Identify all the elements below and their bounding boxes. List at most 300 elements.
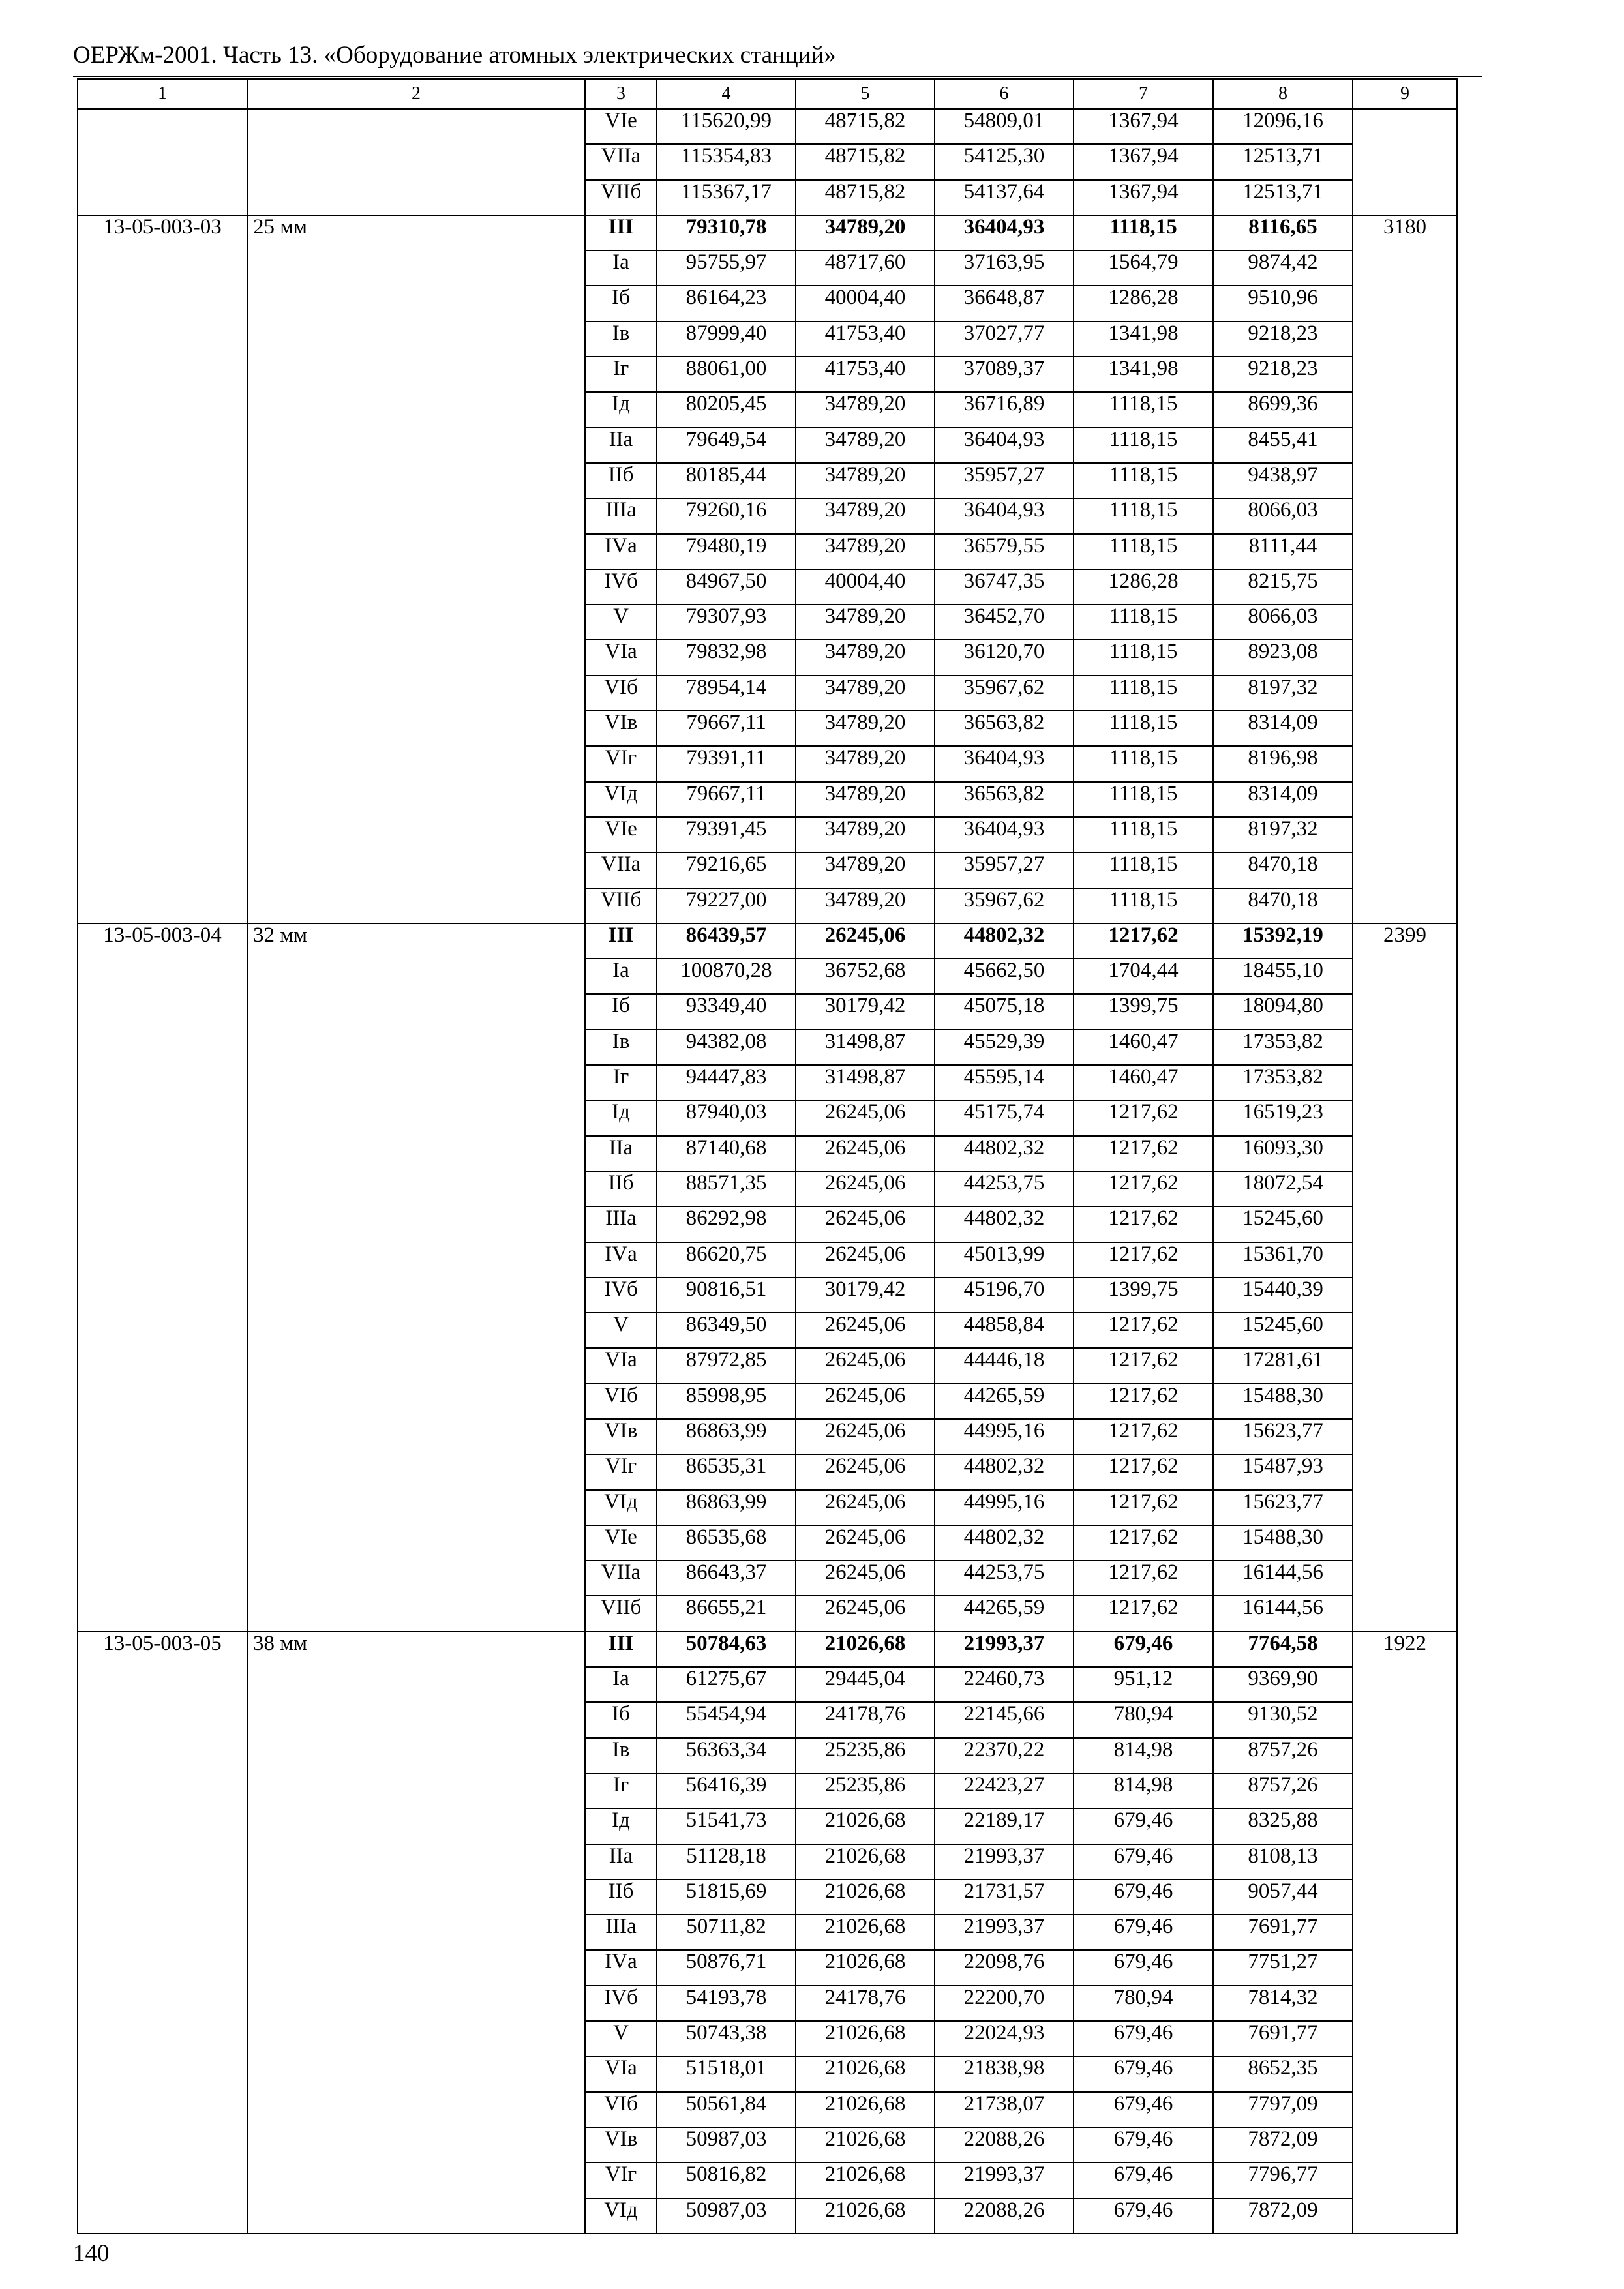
value-cell: 679,46 (1074, 2198, 1213, 2234)
zone-cell: VIIа (585, 144, 657, 179)
value-cell: 54125,30 (935, 144, 1074, 179)
value-cell: 36404,93 (935, 817, 1074, 852)
value-cell: 86655,21 (657, 1596, 796, 1631)
zone-cell: V (585, 2021, 657, 2056)
value-cell: 1286,28 (1074, 569, 1213, 605)
value-cell: 1564,79 (1074, 250, 1213, 286)
resource-code-cell: 13-05-003-03 (78, 215, 247, 923)
value-cell: 34789,20 (796, 852, 935, 888)
value-cell: 34789,20 (796, 817, 935, 852)
value-cell: 80205,45 (657, 392, 796, 427)
zone-cell: Iг (585, 1773, 657, 1808)
value-cell: 8197,32 (1213, 676, 1353, 711)
value-cell: 8699,36 (1213, 392, 1353, 427)
value-cell: 44265,59 (935, 1596, 1074, 1631)
value-cell: 54137,64 (935, 180, 1074, 215)
zone-cell: IIб (585, 463, 657, 498)
value-cell: 1118,15 (1074, 463, 1213, 498)
zone-cell: Iб (585, 1702, 657, 1737)
zone-cell: IVа (585, 534, 657, 569)
zone-cell: VIа (585, 1348, 657, 1383)
zone-cell: VIб (585, 1384, 657, 1419)
value-cell: 15245,60 (1213, 1313, 1353, 1348)
value-cell: 1118,15 (1074, 711, 1213, 746)
value-cell: 21026,68 (796, 2056, 935, 2091)
zone-cell: VIIа (585, 852, 657, 888)
column-number-cell: 7 (1074, 79, 1213, 109)
value-cell: 15488,30 (1213, 1525, 1353, 1561)
value-cell: 44802,32 (935, 1454, 1074, 1489)
value-cell: 679,46 (1074, 1950, 1213, 1985)
value-cell: 7691,77 (1213, 2021, 1353, 2056)
zone-cell: Iб (585, 286, 657, 321)
value-cell: 22200,70 (935, 1986, 1074, 2021)
value-cell: 51815,69 (657, 1879, 796, 1915)
value-cell: 1217,62 (1074, 1206, 1213, 1242)
value-cell: 9438,97 (1213, 463, 1353, 498)
resource-code-cell: 13-05-003-05 (78, 1632, 247, 2234)
resource-name-cell: 25 мм (247, 215, 585, 923)
column-number-row (78, 79, 1457, 109)
value-cell: 8314,09 (1213, 782, 1353, 817)
value-cell: 9057,44 (1213, 1879, 1353, 1915)
value-cell: 26245,06 (796, 1419, 935, 1454)
zone-cell: Iг (585, 357, 657, 392)
value-cell: 15361,70 (1213, 1242, 1353, 1278)
value-cell: 40004,40 (796, 569, 935, 605)
value-cell: 87999,40 (657, 322, 796, 357)
zone-cell: Iв (585, 1738, 657, 1773)
table-row (78, 1632, 1457, 1667)
value-cell: 34789,20 (796, 640, 935, 675)
zone-cell: Iв (585, 322, 657, 357)
value-cell: 21838,98 (935, 2056, 1074, 2091)
value-cell: 86863,99 (657, 1419, 796, 1454)
value-cell: 8108,13 (1213, 1844, 1353, 1879)
zone-cell: VIд (585, 782, 657, 817)
value-cell: 45595,14 (935, 1065, 1074, 1100)
value-cell: 79260,16 (657, 498, 796, 533)
value-cell: 9369,90 (1213, 1667, 1353, 1702)
value-cell: 7796,77 (1213, 2162, 1353, 2198)
value-cell: 1118,15 (1074, 640, 1213, 675)
value-cell: 44253,75 (935, 1561, 1074, 1596)
value-cell: 40004,40 (796, 286, 935, 321)
value-cell: 34789,20 (796, 711, 935, 746)
value-cell: 94382,08 (657, 1030, 796, 1065)
extra-value-cell (1353, 109, 1457, 215)
value-cell: 679,46 (1074, 2021, 1213, 2056)
extra-value-cell: 1922 (1353, 1632, 1457, 2234)
value-cell: 12513,71 (1213, 180, 1353, 215)
value-cell: 1217,62 (1074, 1136, 1213, 1171)
value-cell: 80185,44 (657, 463, 796, 498)
value-cell: 48717,60 (796, 250, 935, 286)
zone-cell: IIб (585, 1879, 657, 1915)
value-cell: 780,94 (1074, 1986, 1213, 2021)
value-cell: 1217,62 (1074, 1242, 1213, 1278)
zone-cell: VIв (585, 1419, 657, 1454)
value-cell: 48715,82 (796, 180, 935, 215)
value-cell: 31498,87 (796, 1030, 935, 1065)
value-cell: 29445,04 (796, 1667, 935, 1702)
zone-cell: VIе (585, 1525, 657, 1561)
value-cell: 34789,20 (796, 463, 935, 498)
value-cell: 36404,93 (935, 498, 1074, 533)
value-cell: 79307,93 (657, 605, 796, 640)
value-cell: 48715,82 (796, 144, 935, 179)
column-number-cell: 3 (585, 79, 657, 109)
value-cell: 44995,16 (935, 1490, 1074, 1525)
value-cell: 8652,35 (1213, 2056, 1353, 2091)
value-cell: 36747,35 (935, 569, 1074, 605)
value-cell: 86292,98 (657, 1206, 796, 1242)
value-cell: 36752,68 (796, 959, 935, 994)
value-cell: 44802,32 (935, 923, 1074, 959)
value-cell: 15623,77 (1213, 1419, 1353, 1454)
value-cell: 26245,06 (796, 923, 935, 959)
value-cell: 21026,68 (796, 2021, 935, 2056)
value-cell: 50876,71 (657, 1950, 796, 1985)
value-cell: 9130,52 (1213, 1702, 1353, 1737)
zone-cell: IIIа (585, 498, 657, 533)
resource-code-cell (78, 109, 247, 215)
value-cell: 22088,26 (935, 2198, 1074, 2234)
zone-cell: V (585, 605, 657, 640)
zone-cell: VIд (585, 1490, 657, 1525)
value-cell: 30179,42 (796, 1278, 935, 1313)
value-cell: 8757,26 (1213, 1738, 1353, 1773)
value-cell: 86439,57 (657, 923, 796, 959)
resource-code-cell: 13-05-003-04 (78, 923, 247, 1632)
value-cell: 1217,62 (1074, 1419, 1213, 1454)
value-cell: 31498,87 (796, 1065, 935, 1100)
value-cell: 37089,37 (935, 357, 1074, 392)
value-cell: 21731,57 (935, 1879, 1074, 1915)
value-cell: 44446,18 (935, 1348, 1074, 1383)
value-cell: 1217,62 (1074, 1348, 1213, 1383)
zone-cell: Iг (585, 1065, 657, 1100)
value-cell: 679,46 (1074, 1879, 1213, 1915)
zone-cell: VIб (585, 2092, 657, 2127)
zone-cell: VIIб (585, 180, 657, 215)
value-cell: 30179,42 (796, 994, 935, 1029)
value-cell: 8066,03 (1213, 605, 1353, 640)
value-cell: 22145,66 (935, 1702, 1074, 1737)
value-cell: 1399,75 (1074, 1278, 1213, 1313)
page-header (73, 40, 1482, 77)
zone-cell: VIе (585, 817, 657, 852)
value-cell: 34789,20 (796, 888, 935, 923)
value-cell: 21026,68 (796, 1950, 935, 1985)
value-cell: 21993,37 (935, 2162, 1074, 2198)
zone-cell: Iа (585, 959, 657, 994)
value-cell: 1217,62 (1074, 1454, 1213, 1489)
value-cell: 1118,15 (1074, 605, 1213, 640)
zone-cell: VIа (585, 2056, 657, 2091)
value-cell: 951,12 (1074, 1667, 1213, 1702)
value-cell: 8470,18 (1213, 852, 1353, 888)
value-cell: 36579,55 (935, 534, 1074, 569)
value-cell: 78954,14 (657, 676, 796, 711)
value-cell: 8314,09 (1213, 711, 1353, 746)
column-number-cell: 4 (657, 79, 796, 109)
value-cell: 26245,06 (796, 1136, 935, 1171)
value-cell: 1118,15 (1074, 852, 1213, 888)
value-cell: 51128,18 (657, 1844, 796, 1879)
value-cell: 44858,84 (935, 1313, 1074, 1348)
value-cell: 24178,76 (796, 1986, 935, 2021)
table-row (78, 923, 1457, 959)
value-cell: 26245,06 (796, 1561, 935, 1596)
value-cell: 61275,67 (657, 1667, 796, 1702)
value-cell: 34789,20 (796, 605, 935, 640)
value-cell: 93349,40 (657, 994, 796, 1029)
value-cell: 34789,20 (796, 498, 935, 533)
zone-cell: Iд (585, 1808, 657, 1844)
value-cell: 50987,03 (657, 2198, 796, 2234)
value-cell: 86164,23 (657, 286, 796, 321)
value-cell: 12096,16 (1213, 109, 1353, 144)
zone-cell: IVб (585, 1278, 657, 1313)
value-cell: 21026,68 (796, 2198, 935, 2234)
value-cell: 26245,06 (796, 1348, 935, 1383)
column-number-cell: 5 (796, 79, 935, 109)
value-cell: 44995,16 (935, 1419, 1074, 1454)
column-number-cell: 9 (1353, 79, 1457, 109)
value-cell: 814,98 (1074, 1738, 1213, 1773)
value-cell: 26245,06 (796, 1454, 935, 1489)
value-cell: 1286,28 (1074, 286, 1213, 321)
value-cell: 25235,86 (796, 1773, 935, 1808)
value-cell: 115367,17 (657, 180, 796, 215)
value-cell: 21026,68 (796, 2092, 935, 2127)
value-cell: 85998,95 (657, 1384, 796, 1419)
value-cell: 100870,28 (657, 959, 796, 994)
value-cell: 87972,85 (657, 1348, 796, 1383)
value-cell: 22370,22 (935, 1738, 1074, 1773)
value-cell: 780,94 (1074, 1702, 1213, 1737)
value-cell: 45196,70 (935, 1278, 1074, 1313)
value-cell: 1118,15 (1074, 392, 1213, 427)
value-cell: 1217,62 (1074, 1313, 1213, 1348)
value-cell: 8196,98 (1213, 746, 1353, 781)
value-cell: 8111,44 (1213, 534, 1353, 569)
value-cell: 45662,50 (935, 959, 1074, 994)
value-cell: 15487,93 (1213, 1454, 1353, 1489)
value-cell: 34789,20 (796, 534, 935, 569)
value-cell: 22098,76 (935, 1950, 1074, 1985)
value-cell: 86643,37 (657, 1561, 796, 1596)
value-cell: 86535,68 (657, 1525, 796, 1561)
value-cell: 34789,20 (796, 392, 935, 427)
value-cell: 1217,62 (1074, 1596, 1213, 1631)
value-cell: 55454,94 (657, 1702, 796, 1737)
value-cell: 1118,15 (1074, 215, 1213, 250)
zone-cell: VIIб (585, 888, 657, 923)
value-cell: 79667,11 (657, 782, 796, 817)
extra-value-cell: 3180 (1353, 215, 1457, 923)
value-cell: 41753,40 (796, 357, 935, 392)
value-cell: 26245,06 (796, 1171, 935, 1206)
value-cell: 17281,61 (1213, 1348, 1353, 1383)
value-cell: 21026,68 (796, 1915, 935, 1950)
zone-cell: Iа (585, 250, 657, 286)
value-cell: 44802,32 (935, 1136, 1074, 1171)
value-cell: 26245,06 (796, 1100, 935, 1135)
value-cell: 1217,62 (1074, 1561, 1213, 1596)
value-cell: 94447,83 (657, 1065, 796, 1100)
zone-cell: IVа (585, 1950, 657, 1985)
header-rule (73, 76, 1482, 77)
value-cell: 35957,27 (935, 852, 1074, 888)
resource-name-cell (247, 109, 585, 215)
value-cell: 84967,50 (657, 569, 796, 605)
value-cell: 1118,15 (1074, 888, 1213, 923)
value-cell: 95755,97 (657, 250, 796, 286)
zone-cell: Iб (585, 994, 657, 1029)
value-cell: 34789,20 (796, 676, 935, 711)
zone-cell: IIIа (585, 1206, 657, 1242)
extra-value-cell: 2399 (1353, 923, 1457, 1632)
value-cell: 36452,70 (935, 605, 1074, 640)
resource-name-cell: 38 мм (247, 1632, 585, 2234)
value-cell: 44802,32 (935, 1525, 1074, 1561)
price-table (77, 78, 1458, 2234)
value-cell: 21026,68 (796, 2127, 935, 2162)
value-cell: 26245,06 (796, 1596, 935, 1631)
value-cell: 8116,65 (1213, 215, 1353, 250)
value-cell: 1217,62 (1074, 923, 1213, 959)
value-cell: 86349,50 (657, 1313, 796, 1348)
value-cell: 21993,37 (935, 1915, 1074, 1950)
zone-cell: IIа (585, 428, 657, 463)
value-cell: 1118,15 (1074, 534, 1213, 569)
value-cell: 1460,47 (1074, 1065, 1213, 1100)
value-cell: 34789,20 (796, 746, 935, 781)
value-cell: 25235,86 (796, 1738, 935, 1773)
value-cell: 24178,76 (796, 1702, 935, 1737)
value-cell: 79391,45 (657, 817, 796, 852)
value-cell: 21026,68 (796, 1879, 935, 1915)
value-cell: 1118,15 (1074, 782, 1213, 817)
value-cell: 50816,82 (657, 2162, 796, 2198)
zone-cell: Iд (585, 392, 657, 427)
value-cell: 1367,94 (1074, 180, 1213, 215)
zone-cell: IIб (585, 1171, 657, 1206)
value-cell: 44253,75 (935, 1171, 1074, 1206)
resource-name-cell: 32 мм (247, 923, 585, 1632)
zone-cell: IVа (585, 1242, 657, 1278)
value-cell: 22189,17 (935, 1808, 1074, 1844)
value-cell: 1460,47 (1074, 1030, 1213, 1065)
value-cell: 679,46 (1074, 1915, 1213, 1950)
value-cell: 679,46 (1074, 1632, 1213, 1667)
value-cell: 36404,93 (935, 215, 1074, 250)
value-cell: 9218,23 (1213, 357, 1353, 392)
value-cell: 8455,41 (1213, 428, 1353, 463)
table-row (78, 215, 1457, 250)
value-cell: 35967,62 (935, 676, 1074, 711)
value-cell: 21738,07 (935, 2092, 1074, 2127)
value-cell: 7872,09 (1213, 2127, 1353, 2162)
zone-cell: III (585, 1632, 657, 1667)
value-cell: 1367,94 (1074, 109, 1213, 144)
value-cell: 1341,98 (1074, 357, 1213, 392)
value-cell: 88061,00 (657, 357, 796, 392)
value-cell: 54809,01 (935, 109, 1074, 144)
value-cell: 16093,30 (1213, 1136, 1353, 1171)
zone-cell: VIа (585, 640, 657, 675)
zone-cell: III (585, 923, 657, 959)
zone-cell: IVб (585, 1986, 657, 2021)
value-cell: 36120,70 (935, 640, 1074, 675)
value-cell: 79227,00 (657, 888, 796, 923)
table-row (78, 109, 1457, 144)
zone-cell: Iа (585, 1667, 657, 1702)
value-cell: 1118,15 (1074, 428, 1213, 463)
value-cell: 41753,40 (796, 322, 935, 357)
value-cell: 1217,62 (1074, 1100, 1213, 1135)
value-cell: 18094,80 (1213, 994, 1353, 1029)
value-cell: 21026,68 (796, 1632, 935, 1667)
value-cell: 7797,09 (1213, 2092, 1353, 2127)
value-cell: 21993,37 (935, 1632, 1074, 1667)
value-cell: 48715,82 (796, 109, 935, 144)
value-cell: 50711,82 (657, 1915, 796, 1950)
value-cell: 679,46 (1074, 2162, 1213, 2198)
zone-cell: VIг (585, 1454, 657, 1489)
column-number-cell: 2 (247, 79, 585, 109)
value-cell: 17353,82 (1213, 1030, 1353, 1065)
value-cell: 21026,68 (796, 1844, 935, 1879)
zone-cell: VIг (585, 746, 657, 781)
value-cell: 1367,94 (1074, 144, 1213, 179)
value-cell: 50561,84 (657, 2092, 796, 2127)
value-cell: 26245,06 (796, 1242, 935, 1278)
value-cell: 1399,75 (1074, 994, 1213, 1029)
value-cell: 12513,71 (1213, 144, 1353, 179)
zone-cell: VIд (585, 2198, 657, 2234)
value-cell: 8066,03 (1213, 498, 1353, 533)
page-number: 140 (73, 2240, 110, 2267)
value-cell: 21026,68 (796, 1808, 935, 1844)
value-cell: 45529,39 (935, 1030, 1074, 1065)
value-cell: 8470,18 (1213, 888, 1353, 923)
value-cell: 51541,73 (657, 1808, 796, 1844)
value-cell: 86620,75 (657, 1242, 796, 1278)
value-cell: 36716,89 (935, 392, 1074, 427)
value-cell: 1217,62 (1074, 1490, 1213, 1525)
value-cell: 21993,37 (935, 1844, 1074, 1879)
value-cell: 79649,54 (657, 428, 796, 463)
value-cell: 54193,78 (657, 1986, 796, 2021)
value-cell: 15488,30 (1213, 1384, 1353, 1419)
zone-cell: IVб (585, 569, 657, 605)
zone-cell: VIв (585, 711, 657, 746)
value-cell: 15440,39 (1213, 1278, 1353, 1313)
value-cell: 87940,03 (657, 1100, 796, 1135)
value-cell: 44265,59 (935, 1384, 1074, 1419)
value-cell: 9218,23 (1213, 322, 1353, 357)
value-cell: 79832,98 (657, 640, 796, 675)
value-cell: 21026,68 (796, 2162, 935, 2198)
value-cell: 22088,26 (935, 2127, 1074, 2162)
zone-cell: VIг (585, 2162, 657, 2198)
value-cell: 45175,74 (935, 1100, 1074, 1135)
value-cell: 8197,32 (1213, 817, 1353, 852)
value-cell: 88571,35 (657, 1171, 796, 1206)
